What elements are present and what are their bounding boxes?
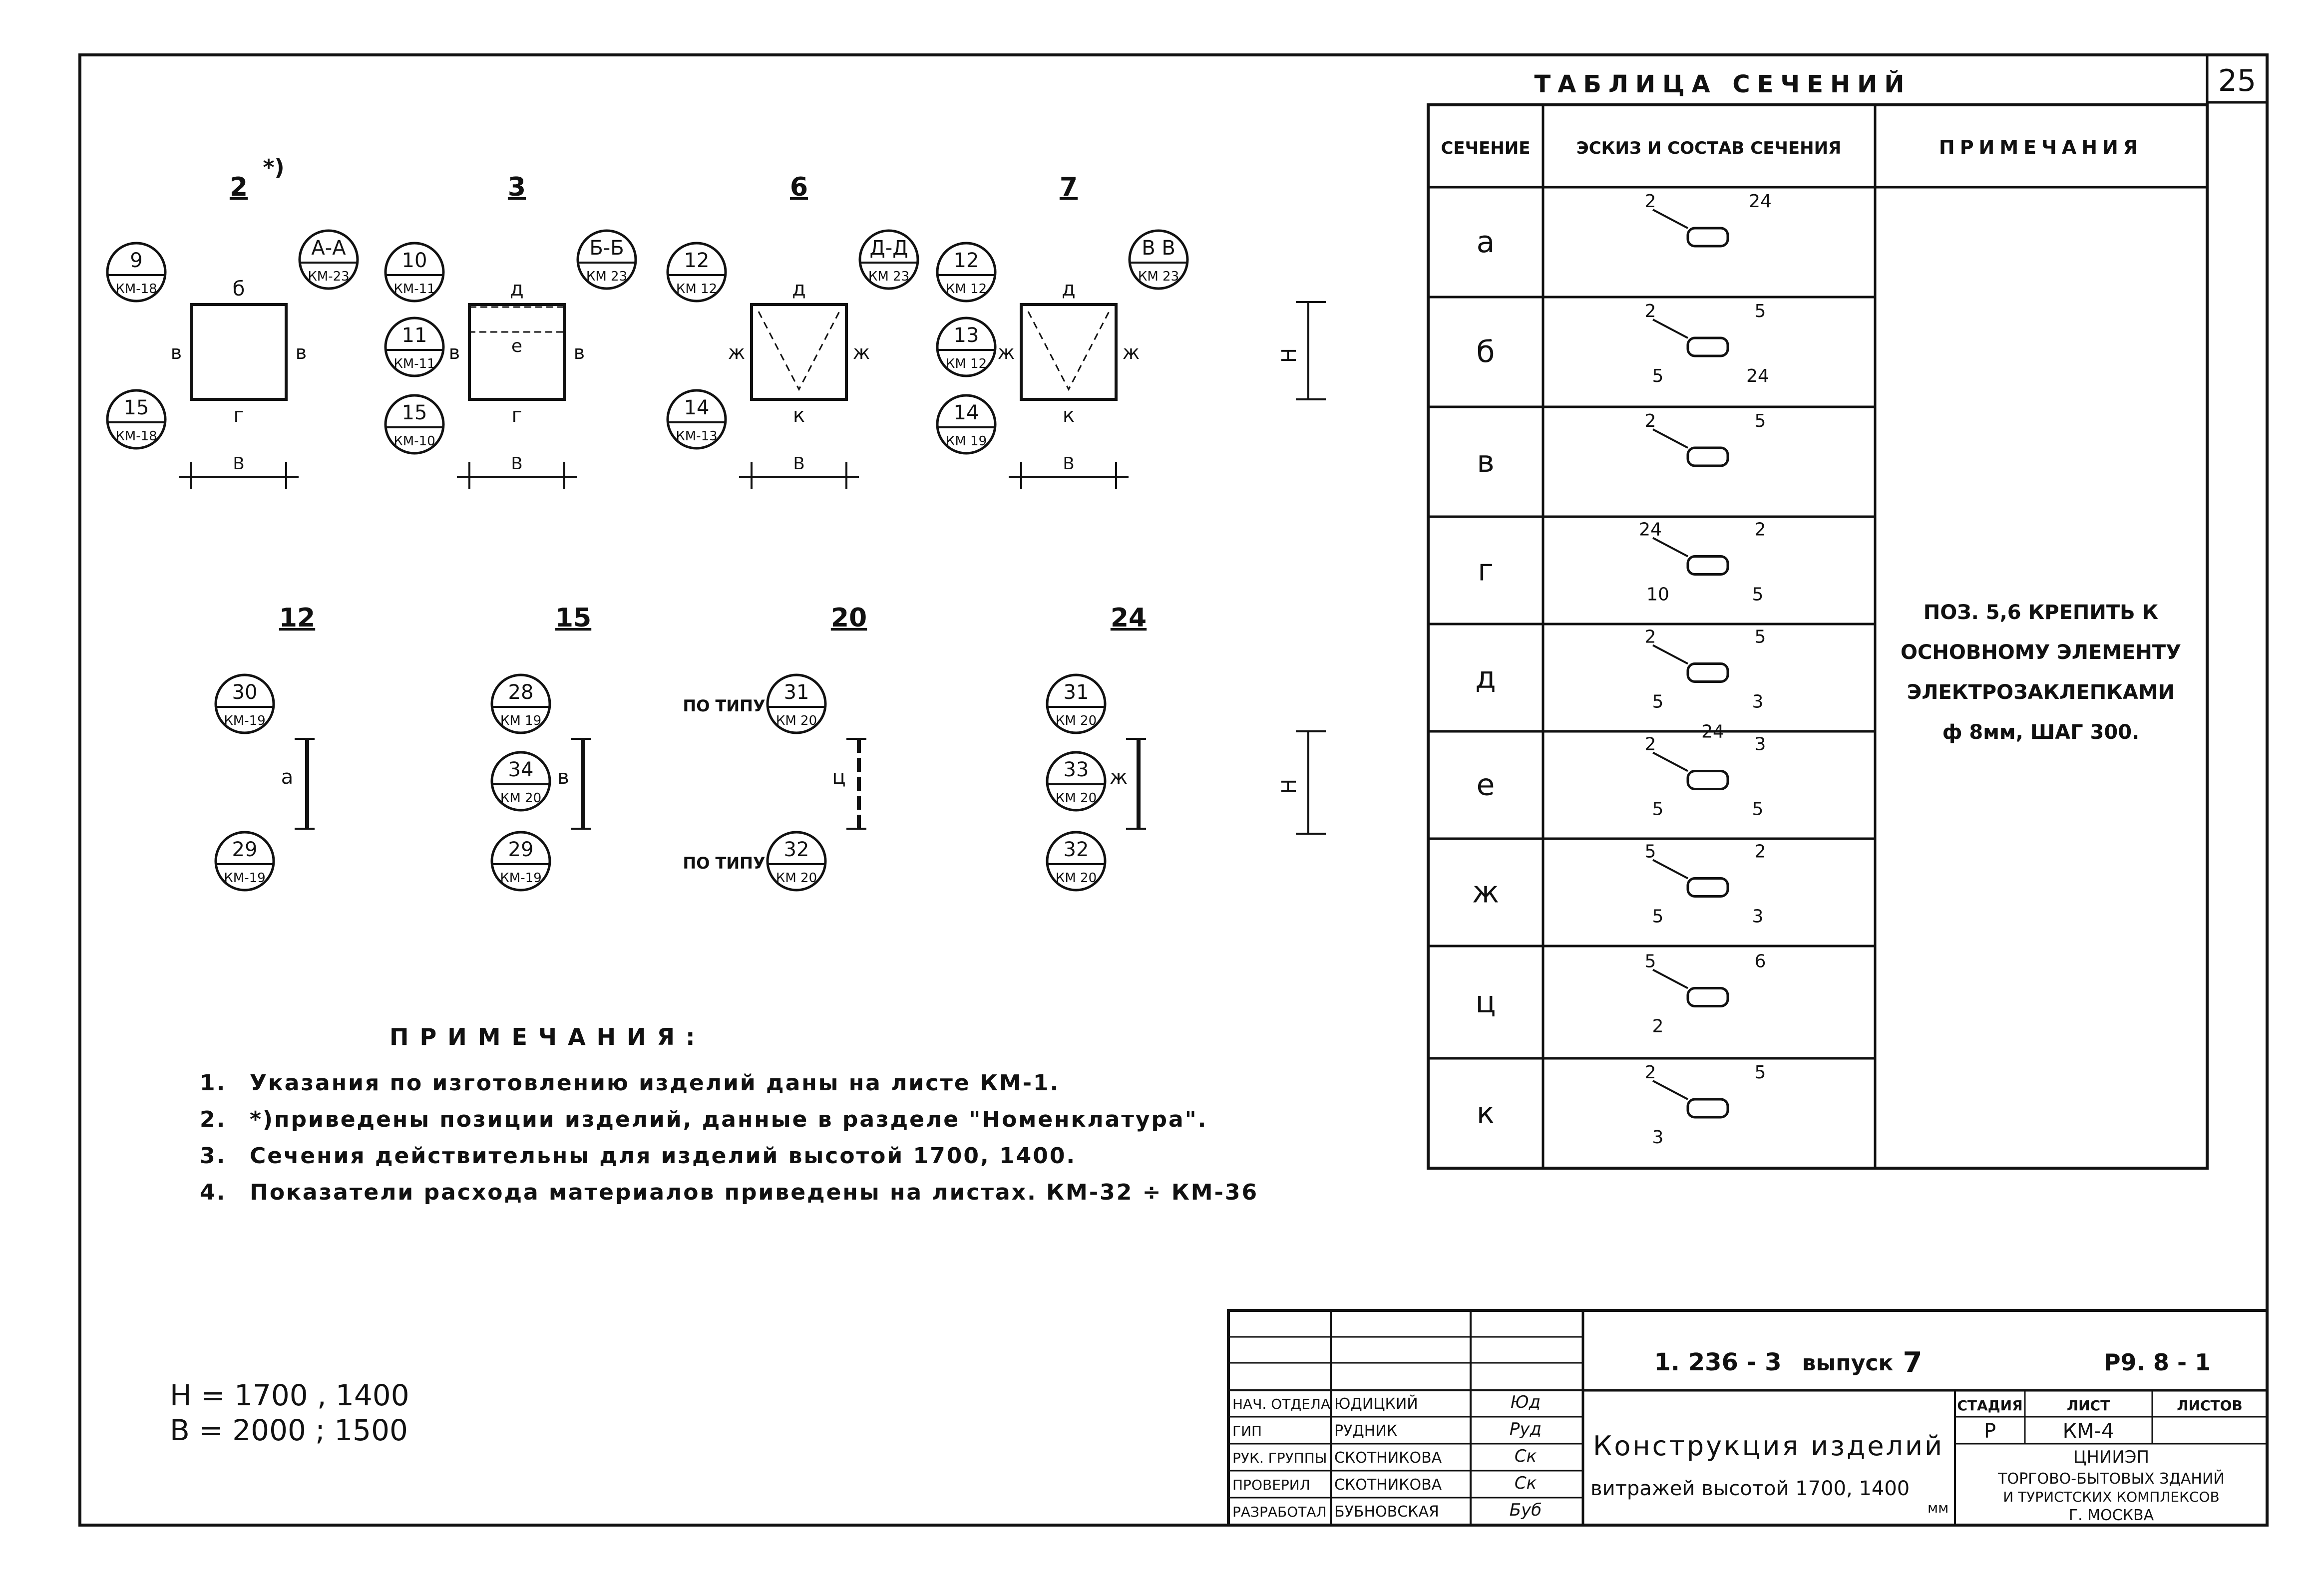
callout-15 bbox=[107, 390, 165, 448]
doc-sheet-code: Р9. 8 - 1 bbox=[2103, 1349, 2211, 1376]
profile-mark: 3 bbox=[1754, 734, 1766, 755]
note-text: Указания по изготовлению изделий даны на листе КМ-1. bbox=[250, 1070, 1060, 1096]
callout-31 bbox=[1047, 675, 1105, 733]
table-note-line-1: ПОЗ. 5,6 КРЕПИТЬ К bbox=[1923, 601, 2159, 624]
sketch-label-right: в bbox=[295, 341, 307, 363]
sketch-24 bbox=[1047, 603, 1147, 890]
profile-mark: 5 bbox=[1644, 841, 1656, 862]
profile-shape bbox=[1688, 771, 1728, 789]
callout-number: Д-Д bbox=[869, 237, 908, 260]
callout-ref: КМ 19 bbox=[500, 713, 542, 728]
sheets-header: ЛИСТОВ bbox=[2177, 1397, 2243, 1414]
section-letter: б bbox=[1476, 334, 1495, 369]
section-letter: д bbox=[1475, 660, 1496, 695]
sketch-diagonals bbox=[759, 312, 839, 389]
sketch-label-top: д bbox=[510, 278, 524, 301]
callout-28 bbox=[492, 675, 550, 733]
callout-ref: КМ 23 bbox=[1138, 269, 1179, 284]
org-line-4: Г. МОСКВА bbox=[2068, 1507, 2154, 1524]
profile-leader bbox=[1653, 860, 1688, 879]
callout-ref: КМ 20 bbox=[775, 871, 817, 886]
profile-shape bbox=[1688, 557, 1728, 575]
section-letter: ц bbox=[1475, 984, 1496, 1020]
sketch-id: 6 bbox=[789, 172, 808, 202]
sketch-dim-label: В bbox=[233, 454, 245, 474]
callout-14 bbox=[668, 390, 726, 448]
profile-leader bbox=[1653, 538, 1688, 557]
callout-ВВ bbox=[1130, 231, 1187, 289]
profile-mark: 3 bbox=[1752, 691, 1764, 712]
callout-number: 13 bbox=[953, 324, 979, 347]
callout-12 bbox=[937, 243, 995, 301]
note-text: *)приведены позиции изделий, данные в разделе "Номенклатура". bbox=[250, 1107, 1208, 1132]
notes-block bbox=[200, 1023, 1348, 1216]
profile-mark: 10 bbox=[1646, 584, 1669, 605]
sketch-dim-label: В bbox=[793, 454, 805, 474]
profile-mark: 2 bbox=[1644, 734, 1656, 755]
profile-mark: 5 bbox=[1752, 584, 1764, 605]
page-number: 25 bbox=[2218, 63, 2257, 98]
callout-ref: КМ 20 bbox=[500, 791, 542, 806]
callout-number: 28 bbox=[508, 681, 534, 704]
bottom-sketches bbox=[216, 603, 1147, 890]
signatory-name: СКОТНИКОВА bbox=[1334, 1476, 1442, 1494]
profile-leader bbox=[1653, 970, 1688, 988]
note-item-2 bbox=[200, 1107, 1348, 1132]
top-sketches bbox=[107, 155, 1187, 489]
stage-value: Р bbox=[1983, 1420, 1996, 1443]
signatory-row bbox=[1232, 1473, 1537, 1494]
callout-11 bbox=[386, 318, 443, 376]
org-line-1: ЦНИИЭП bbox=[2073, 1447, 2150, 1467]
table-header-section: СЕЧЕНИЕ bbox=[1441, 138, 1531, 158]
callout-number: 31 bbox=[1063, 681, 1089, 704]
profile-mark: 5 bbox=[1754, 1062, 1766, 1083]
sketch-20 bbox=[683, 603, 867, 890]
callout-33 bbox=[1047, 752, 1105, 810]
callout-ref: КМ 12 bbox=[945, 282, 987, 297]
signatory-row bbox=[1232, 1419, 1542, 1440]
sketch-label: ц bbox=[832, 766, 846, 789]
height-dim-bottom bbox=[1278, 731, 1326, 834]
callout-29 bbox=[216, 832, 274, 890]
signatory-row bbox=[1232, 1500, 1542, 1521]
sketch-frame bbox=[1021, 305, 1116, 399]
signature: Буб bbox=[1509, 1500, 1542, 1520]
section-letter: а bbox=[1476, 225, 1495, 260]
section-letter: к bbox=[1476, 1096, 1495, 1131]
doc-issue-label: выпуск bbox=[1802, 1350, 1894, 1376]
profile-shape bbox=[1688, 988, 1728, 1006]
sketch-label-bottom: к bbox=[792, 404, 805, 427]
sheet-header: ЛИСТ bbox=[2066, 1397, 2110, 1414]
table-note-line-2: ОСНОВНОМУ ЭЛЕМЕНТУ bbox=[1900, 641, 2182, 664]
signatory-role: НАЧ. ОТДЕЛА bbox=[1232, 1396, 1331, 1412]
sketch-label: ж bbox=[1109, 766, 1128, 789]
height-dim-top bbox=[1278, 302, 1326, 399]
sketch-3 bbox=[386, 172, 636, 489]
notes-title: ПРИМЕЧАНИЯ: bbox=[389, 1023, 706, 1050]
section-row-г bbox=[1428, 520, 1875, 625]
callout-number: Б-Б bbox=[589, 237, 624, 260]
callout-ref: КМ 20 bbox=[1055, 713, 1097, 728]
section-row-б bbox=[1428, 301, 1875, 407]
profile-mark: 5 bbox=[1754, 411, 1766, 431]
sketch-label-bottom: к bbox=[1062, 404, 1075, 427]
callout-number: 29 bbox=[508, 838, 534, 861]
profile-mark: 5 bbox=[1644, 951, 1656, 972]
section-row-в bbox=[1428, 411, 1875, 517]
profile-leader bbox=[1653, 753, 1688, 771]
sketch-label-left: в bbox=[448, 341, 460, 363]
callout-number: 12 bbox=[953, 249, 979, 272]
type-note: ПО ТИПУ bbox=[683, 854, 766, 873]
profile-mark: 2 bbox=[1644, 411, 1656, 431]
profile-mark: 2 bbox=[1652, 1016, 1664, 1037]
sketch-label-right: ж bbox=[852, 341, 870, 363]
stage-header: СТАДИЯ bbox=[1957, 1397, 2023, 1414]
callout-number: 14 bbox=[953, 401, 979, 424]
callout-number: 32 bbox=[1063, 838, 1089, 861]
profile-mark: 5 bbox=[1652, 906, 1664, 927]
sketch-id: 15 bbox=[555, 603, 592, 633]
signatory-name: СКОТНИКОВА bbox=[1334, 1449, 1442, 1467]
sketch-label-right: в bbox=[573, 341, 585, 363]
sketch-id: 7 bbox=[1059, 172, 1078, 202]
profile-shape bbox=[1688, 664, 1728, 682]
signature: Ск bbox=[1514, 1446, 1537, 1466]
sketch-7 bbox=[937, 172, 1187, 489]
profile-mark: 6 bbox=[1754, 951, 1766, 972]
note-number: 1. bbox=[200, 1070, 227, 1096]
table-note-line-4: ф 8мм, ШАГ 300. bbox=[1942, 721, 2140, 744]
note-item-4 bbox=[200, 1180, 1348, 1205]
org-line-3: И ТУРИСТСКИХ КОМПЛЕКСОВ bbox=[2003, 1489, 2220, 1505]
section-letter: ж bbox=[1472, 875, 1500, 910]
profile-mark: 2 bbox=[1644, 1062, 1656, 1083]
sketch-id: 20 bbox=[830, 603, 867, 633]
callout-Б-Б bbox=[578, 231, 636, 289]
title-block bbox=[1228, 1310, 2267, 1525]
table-header-sketch: ЭСКИЗ И СОСТАВ СЕЧЕНИЯ bbox=[1576, 138, 1842, 158]
callout-ref: КМ 12 bbox=[945, 356, 987, 371]
title-unit: мм bbox=[1928, 1500, 1949, 1516]
profile-mark: 24 bbox=[1746, 366, 1769, 386]
callout-9 bbox=[107, 243, 165, 301]
callout-number: 34 bbox=[508, 758, 534, 781]
profile-shape bbox=[1688, 228, 1728, 246]
sketch-label-bottom: г bbox=[233, 404, 244, 427]
sketch-inner-frame bbox=[469, 307, 564, 332]
sketch-label-left: ж bbox=[728, 341, 746, 363]
profile-mark: 3 bbox=[1752, 906, 1764, 927]
callout-ref: КМ 23 bbox=[868, 269, 910, 284]
profile-leader bbox=[1653, 429, 1688, 448]
callout-Д-Д bbox=[860, 231, 918, 289]
profile-mark: 2 bbox=[1644, 301, 1656, 321]
profile-mark: 5 bbox=[1754, 627, 1766, 647]
dimension-values bbox=[170, 1378, 409, 1448]
callout-29 bbox=[492, 832, 550, 890]
callout-number: 15 bbox=[401, 401, 427, 424]
sketch-15 bbox=[492, 603, 591, 890]
callout-ref: КМ 20 bbox=[1055, 791, 1097, 806]
profile-mark: 5 bbox=[1652, 366, 1664, 386]
profile-mark: 2 bbox=[1754, 841, 1766, 862]
callout-ref: КМ 23 bbox=[586, 269, 628, 284]
callout-number: 9 bbox=[130, 249, 143, 272]
note-item-3 bbox=[200, 1143, 1348, 1169]
callout-ref: КМ-10 bbox=[393, 434, 435, 449]
callout-ref: КМ-23 bbox=[308, 269, 350, 284]
sketch-label-left: ж bbox=[997, 341, 1015, 363]
table-note-line-3: ЭЛЕКТРОЗАКЛЕПКАМИ bbox=[1907, 681, 2175, 704]
note-number: 2. bbox=[200, 1107, 227, 1132]
type-note: ПО ТИПУ bbox=[683, 696, 766, 715]
sketch-mark: *) bbox=[263, 155, 285, 180]
signatory-role: РАЗРАБОТАЛ bbox=[1232, 1504, 1327, 1520]
sketch-diagonals bbox=[1028, 312, 1109, 389]
callout-ref: КМ-19 bbox=[500, 871, 542, 886]
section-row-ж bbox=[1428, 842, 1875, 947]
section-letter: в bbox=[1477, 444, 1495, 479]
callout-ref: КМ-18 bbox=[115, 429, 157, 444]
signatory-role: РУК. ГРУППЫ bbox=[1232, 1450, 1327, 1466]
org-line-2: ТОРГОВО-БЫТОВЫХ ЗДАНИЙ bbox=[1998, 1470, 2225, 1488]
sheet-value: КМ-4 bbox=[2062, 1420, 2114, 1443]
signatory-role: ПРОВЕРИЛ bbox=[1232, 1477, 1310, 1493]
profile-leader bbox=[1653, 645, 1688, 664]
callout-ref: КМ-19 bbox=[224, 713, 266, 728]
callout-ref: КМ-11 bbox=[393, 356, 435, 371]
section-row-к bbox=[1428, 1062, 1875, 1168]
signature: Юд bbox=[1510, 1392, 1541, 1412]
dimension-b: В = 2000 ; 1500 bbox=[170, 1413, 408, 1447]
callout-number: 31 bbox=[783, 681, 809, 704]
profile-shape bbox=[1688, 448, 1728, 466]
section-table-title: ТАБЛИЦА СЕЧЕНИЙ bbox=[1534, 70, 1912, 98]
section-letter: е bbox=[1476, 767, 1495, 803]
callout-15 bbox=[386, 395, 443, 453]
signatory-row bbox=[1232, 1446, 1537, 1467]
callout-number: 29 bbox=[232, 838, 258, 861]
signatory-row bbox=[1232, 1392, 1541, 1413]
callout-ref: КМ 20 bbox=[1055, 871, 1097, 886]
sketch-label-top: д bbox=[1062, 278, 1076, 301]
sketch-2 bbox=[107, 155, 358, 489]
section-row-е bbox=[1428, 722, 1875, 839]
profile-mark: 5 bbox=[1752, 799, 1764, 820]
callout-А-А bbox=[300, 231, 358, 289]
callout-30 bbox=[216, 675, 274, 733]
signatory-name: ЮДИЦКИЙ bbox=[1334, 1395, 1418, 1413]
note-number: 4. bbox=[200, 1180, 227, 1205]
signatory-name: РУДНИК bbox=[1334, 1422, 1398, 1440]
sketch-frame bbox=[191, 305, 286, 399]
callout-ref: КМ 19 bbox=[945, 434, 987, 449]
profile-mark: 2 bbox=[1644, 191, 1656, 212]
profile-mark: 2 bbox=[1644, 627, 1656, 647]
callout-13 bbox=[937, 318, 995, 376]
profile-mark: 24 bbox=[1701, 721, 1724, 742]
profile-shape bbox=[1688, 1099, 1728, 1117]
note-number: 3. bbox=[200, 1143, 227, 1169]
profile-shape bbox=[1688, 879, 1728, 897]
doc-code: 1. 236 - 3 bbox=[1654, 1348, 1782, 1376]
sketch-label-bottom: г bbox=[511, 404, 522, 427]
callout-number: 33 bbox=[1063, 758, 1089, 781]
section-row-а bbox=[1428, 191, 1875, 297]
title-line-2: витражей высотой 1700, 1400 bbox=[1590, 1477, 1910, 1500]
callout-ref: КМ-19 bbox=[224, 871, 266, 886]
callout-number: 11 bbox=[401, 324, 427, 347]
sketch-dim-label: В bbox=[511, 454, 523, 474]
callout-number: 10 bbox=[401, 249, 427, 272]
profile-mark: 24 bbox=[1639, 519, 1662, 540]
callout-ref: КМ 12 bbox=[676, 282, 718, 297]
signatory-name: БУБНОВСКАЯ bbox=[1334, 1503, 1439, 1521]
profile-leader bbox=[1653, 319, 1688, 338]
sketch-id: 3 bbox=[507, 172, 526, 202]
sketch-6 bbox=[668, 172, 918, 489]
dimension-h: Н = 1700 , 1400 bbox=[170, 1378, 409, 1412]
profile-mark: 24 bbox=[1749, 191, 1772, 212]
note-item-1 bbox=[200, 1070, 1348, 1096]
callout-number: 32 bbox=[783, 838, 809, 861]
sketch-id: 2 bbox=[229, 172, 248, 202]
callout-ref: КМ-11 bbox=[393, 282, 435, 297]
sketch-label-left: в bbox=[170, 341, 182, 363]
title-line-1: Конструкция изделий bbox=[1593, 1430, 1944, 1462]
doc-issue: 7 bbox=[1903, 1346, 1923, 1379]
note-text: Сечения действительны для изделий высотой 1700, 1400. bbox=[250, 1143, 1077, 1169]
sketch-dim-label: В bbox=[1063, 454, 1075, 474]
sketch-label-mid: е bbox=[511, 336, 523, 356]
note-text: Показатели расхода материалов приведены на листах. КМ-32 ÷ КМ-36 bbox=[250, 1180, 1259, 1205]
callout-number: 12 bbox=[684, 249, 710, 272]
callout-ref: КМ-18 bbox=[115, 282, 157, 297]
callout-14 bbox=[937, 395, 995, 453]
callout-number: В В bbox=[1142, 237, 1175, 260]
section-row-ц bbox=[1428, 952, 1875, 1059]
sketch-id: 12 bbox=[279, 603, 316, 633]
sketch-label-top: б bbox=[232, 278, 245, 301]
sketch-id: 24 bbox=[1110, 603, 1147, 633]
profile-mark: 2 bbox=[1754, 519, 1766, 540]
signature: Руд bbox=[1509, 1419, 1542, 1439]
profile-shape bbox=[1688, 338, 1728, 356]
callout-34 bbox=[492, 752, 550, 810]
callout-ref: КМ 20 bbox=[775, 713, 817, 728]
profile-mark: 5 bbox=[1754, 301, 1766, 321]
profile-mark: 5 bbox=[1652, 799, 1664, 820]
sketch-frame bbox=[752, 305, 846, 399]
profile-mark: 3 bbox=[1652, 1127, 1664, 1148]
profile-mark: 5 bbox=[1652, 691, 1664, 712]
section-table bbox=[1428, 70, 2207, 1168]
signature: Ск bbox=[1514, 1473, 1537, 1493]
signatory-role: ГИП bbox=[1232, 1423, 1262, 1439]
sketch-label: а bbox=[281, 766, 294, 789]
section-row-д bbox=[1428, 627, 1875, 732]
height-label-top: Н bbox=[1278, 347, 1301, 363]
sketch-12 bbox=[216, 603, 315, 890]
callout-31 bbox=[768, 675, 825, 733]
sketch-label: в bbox=[557, 766, 569, 789]
section-letter: г bbox=[1478, 553, 1494, 588]
height-label-bottom: Н bbox=[1278, 778, 1301, 794]
table-header-notes: ПРИМЕЧАНИЯ bbox=[1938, 136, 2143, 158]
callout-ref: КМ-13 bbox=[676, 429, 718, 444]
sketch-label-right: ж bbox=[1122, 341, 1140, 363]
callout-12 bbox=[668, 243, 726, 301]
callout-number: А-А bbox=[311, 237, 346, 260]
profile-leader bbox=[1653, 210, 1688, 228]
profile-leader bbox=[1653, 1081, 1688, 1099]
callout-number: 30 bbox=[232, 681, 258, 704]
callout-number: 15 bbox=[123, 396, 149, 419]
callout-32 bbox=[1047, 832, 1105, 890]
callout-number: 14 bbox=[684, 396, 710, 419]
callout-10 bbox=[386, 243, 443, 301]
callout-32 bbox=[768, 832, 825, 890]
sketch-label-top: д bbox=[792, 278, 806, 301]
